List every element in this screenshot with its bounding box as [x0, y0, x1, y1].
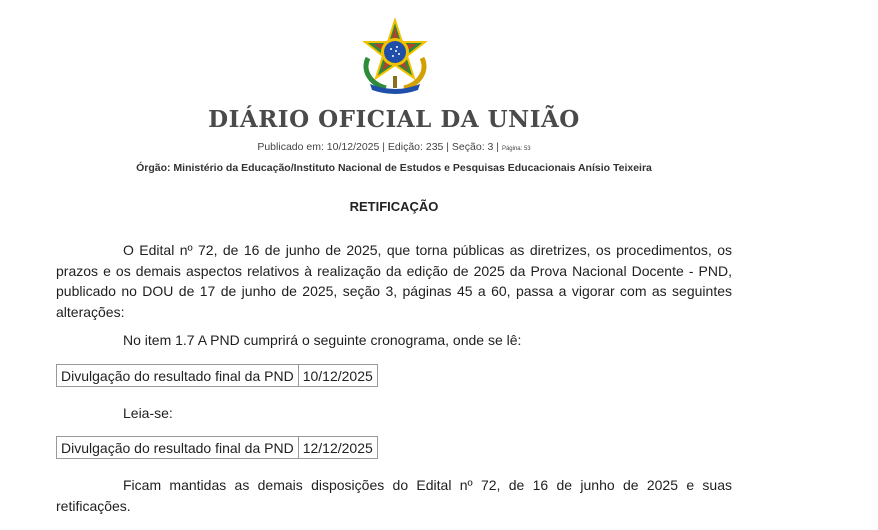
body-paragraph: Ficam mantidas as demais disposições do Edital nº 72, de 16 de junho de 2025 e suas retificações.	[56, 477, 732, 514]
table-cell-activity: Divulgação do resultado final da PND	[57, 365, 299, 387]
schedule-table-new	[56, 436, 378, 459]
table-cell-date: 10/12/2025	[298, 365, 377, 387]
gazette-title: DIÁRIO OFICIAL DA UNIÃO	[208, 106, 580, 133]
table-cell-date: 12/12/2025	[298, 437, 377, 459]
body-paragraph: Leia-se:	[123, 405, 173, 421]
schedule-table-old	[56, 364, 378, 387]
table-cell-activity: Divulgação do resultado final da PND	[57, 437, 299, 459]
body-paragraph: O Edital nº 72, de 16 de junho de 2025, que torna públicas as diretrizes, os procedimentos, os prazos e os demais aspectos relativos à realização da edição de 2025 da Prova Nacional Docente - PND, publicado no DOU de 17 de junho de 2025, seção 3, páginas 45 a 60, passa a vigorar com as seguintes alterações:	[56, 242, 732, 320]
body-paragraph: No item 1.7 A PND cumprirá o seguinte cronograma, onde se lê:	[123, 332, 522, 348]
table-row	[57, 365, 378, 387]
publication-details: Publicado em: 10/12/2025 | Edição: 235 | Seção: 3 |	[257, 141, 500, 153]
publication-info	[0, 141, 788, 153]
page-number: Página: 53	[501, 146, 531, 152]
brazil-coat-of-arms-icon	[356, 18, 434, 94]
issuing-organ: Órgão: Ministério da Educação/Instituto Nacional de Estudos e Pesquisas Educacionais Anísio Teixeira	[136, 162, 652, 174]
document-title: RETIFICAÇÃO	[349, 199, 439, 214]
table-row	[57, 437, 378, 459]
